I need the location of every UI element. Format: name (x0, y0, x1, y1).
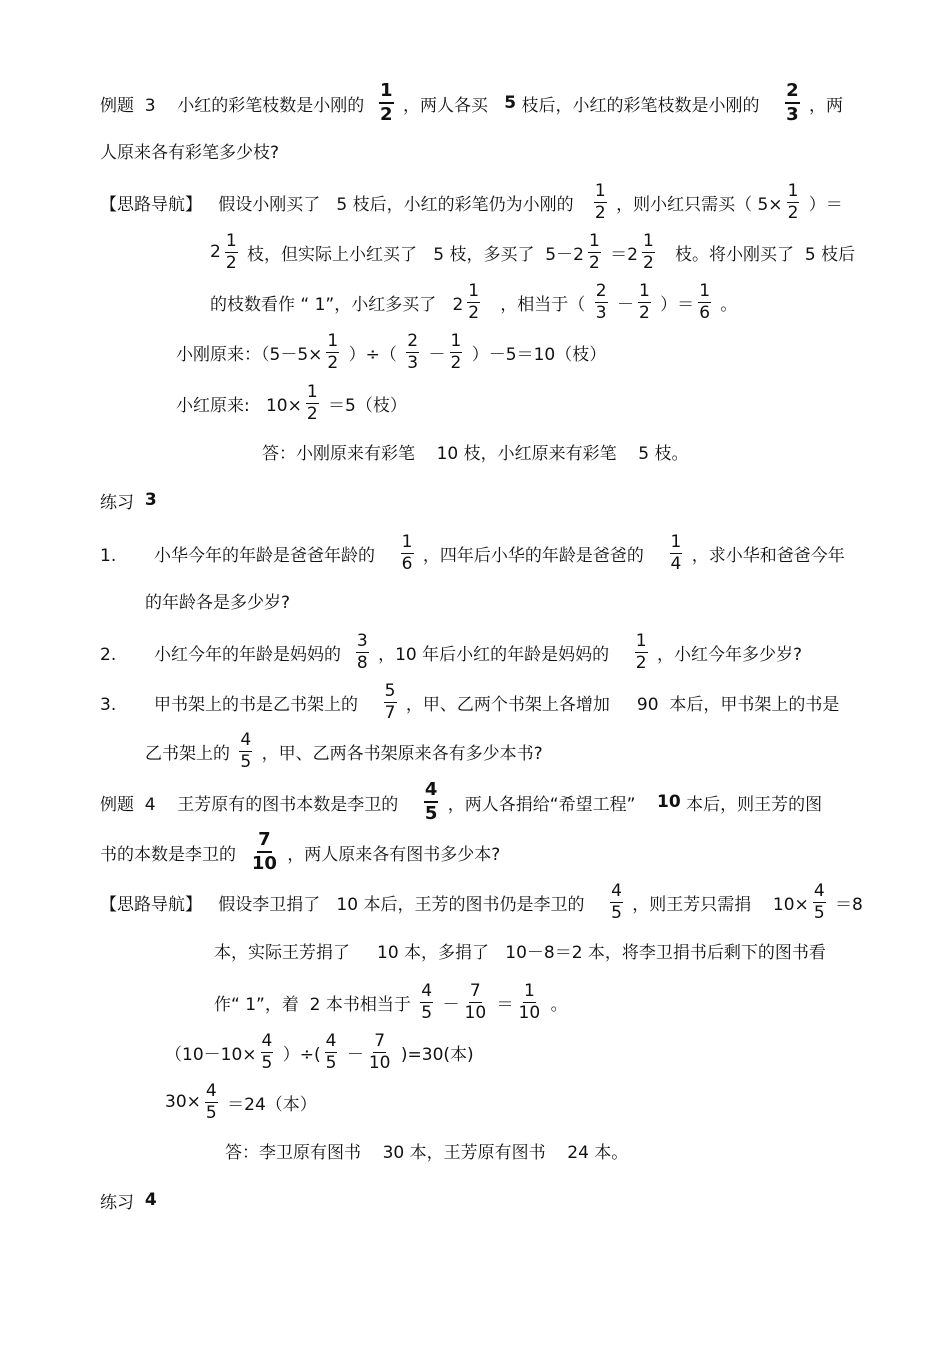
fraction-numerator: 1 (643, 230, 654, 251)
text-segment: － (423, 344, 446, 365)
fraction-numerator: 4 (325, 1030, 337, 1051)
fraction (635, 630, 648, 673)
text-line (176, 378, 407, 428)
fraction-numerator: 4 (261, 1030, 273, 1051)
fraction-numerator: 1 (670, 531, 682, 552)
text-segment: 【思路导航】 假设小刚买了 5 枝后，小红的彩笔仍为小刚的 (100, 194, 590, 215)
text-line (145, 726, 543, 776)
text-segment: ，两人各捐给“希望工程” (442, 794, 658, 815)
text-line (100, 827, 500, 877)
fraction (670, 531, 683, 574)
fraction (261, 1030, 274, 1073)
fraction-denominator: 5 (240, 751, 252, 772)
fraction-numerator: 1 (468, 280, 480, 301)
text-segment: 10 (657, 792, 681, 812)
fraction-numerator: 7 (469, 980, 481, 1001)
fraction (326, 330, 339, 373)
fraction (785, 82, 800, 124)
fraction-numerator: 3 (356, 630, 368, 651)
text-segment: ）－5＝10（枝） (466, 344, 607, 365)
fraction-denominator: 2 (468, 302, 480, 323)
fraction-denominator: 2 (450, 352, 462, 373)
text-segment: 枝。将小刚买了 5 枝后 (658, 244, 856, 265)
text-segment: 3. 甲书架上的书是乙书架上的 (100, 694, 380, 715)
text-segment: 小红原来: 10× (176, 395, 302, 416)
text-segment: ，甲、乙两各书架原来各有多少本书? (256, 743, 543, 764)
fraction-numerator: 1 (699, 280, 711, 301)
text-line (100, 877, 863, 927)
fraction (450, 330, 463, 373)
fraction-denominator: 2 (594, 202, 606, 223)
text-segment: ，则王芳只需捐 10× (626, 894, 809, 915)
fraction-numerator: 1 (588, 230, 600, 251)
fraction-denominator: 5 (611, 902, 622, 923)
text-segment: 。 (715, 294, 738, 315)
text-segment: 2. 小红今年的年龄是妈妈的 (100, 644, 352, 665)
fraction (379, 82, 394, 124)
text-segment: ，两人各买 (397, 95, 505, 116)
text-line (100, 528, 845, 578)
text-segment: 4 (144, 1190, 157, 1210)
text-segment: 例题 4 王芳原有的图书本数是李卫的 (100, 794, 420, 815)
text-segment: 答：李卫原有图书 30 本，王芳原有图书 24 本。 (225, 1142, 629, 1163)
text-line (165, 1077, 317, 1127)
text-segment: 的年龄各是多少岁? (145, 592, 291, 613)
fraction-denominator: 3 (407, 352, 419, 373)
text-segment: 枝后，小红的彩笔枝数是小刚的 (516, 95, 782, 116)
text-segment: 1. 小华今年的年龄是爸爸年龄的 (100, 545, 397, 566)
text-segment: )=30(本) (395, 1044, 474, 1065)
text-segment: （10－10× (165, 1044, 257, 1065)
text-segment: 3 (144, 490, 157, 510)
fraction-denominator: 10 (368, 1052, 391, 1073)
fraction-denominator: 5 (424, 803, 438, 824)
fraction (306, 381, 319, 424)
fraction-denominator: 6 (401, 553, 413, 574)
fraction-numerator: 1 (594, 180, 606, 201)
fraction-numerator: 4 (813, 880, 825, 901)
fraction-denominator: 5 (421, 1002, 433, 1023)
text-segment: 枝，但实际上小红买了 5 枝，多买了 5－2 (241, 244, 584, 265)
fraction-numerator: 4 (205, 1080, 217, 1101)
text-segment: 乙书架上的 (145, 743, 236, 764)
fraction-numerator: 7 (374, 1030, 386, 1051)
fraction-numerator: 1 (638, 280, 650, 301)
text-line (100, 177, 843, 227)
fraction (356, 630, 369, 673)
fraction-denominator: 4 (670, 553, 682, 574)
text-line (210, 277, 737, 327)
text-line (165, 1027, 474, 1077)
fraction-numerator: 1 (327, 330, 339, 351)
fraction (368, 1030, 392, 1073)
text-line (214, 977, 568, 1027)
fraction-numerator: 2 (407, 330, 419, 351)
text-segment: 练习 (100, 1192, 145, 1213)
text-line (100, 125, 279, 175)
fraction (698, 280, 711, 323)
text-line (100, 777, 822, 827)
fraction-numerator: 1 (450, 330, 462, 351)
fraction (642, 230, 655, 273)
fraction-numerator: 1 (306, 381, 318, 402)
text-segment: ，两 (803, 95, 844, 116)
text-line (100, 677, 839, 727)
text-segment: 答：小刚原来有彩笔 10 枝，小红原来有彩笔 5 枝。 (262, 443, 689, 464)
text-line (262, 426, 689, 476)
fraction-numerator: 7 (257, 831, 272, 853)
fraction-denominator: 10 (251, 853, 277, 874)
fraction (384, 680, 397, 723)
text-line (210, 227, 855, 277)
fraction-numerator: 2 (785, 82, 800, 104)
text-segment: ）＝ (803, 194, 843, 215)
fraction-numerator: 2 (595, 280, 607, 301)
fraction (225, 230, 238, 273)
fraction-denominator: 5 (813, 902, 825, 923)
text-line (225, 1125, 628, 1175)
fraction (595, 280, 608, 323)
text-segment: － (341, 1044, 364, 1065)
fraction-denominator: 2 (588, 252, 600, 273)
text-segment: ＝5（枝） (322, 395, 407, 416)
fraction-numerator: 1 (401, 531, 413, 552)
fraction-denominator: 10 (464, 1002, 487, 1023)
text-segment: 。 (545, 994, 568, 1015)
text-segment: ）÷( (277, 1044, 321, 1065)
text-segment: ＝2 (604, 244, 638, 265)
text-segment: ）＝ (654, 294, 695, 315)
text-line (100, 627, 802, 677)
fraction-numerator: 1 (787, 180, 799, 201)
fraction-denominator: 6 (699, 302, 711, 323)
fraction (424, 781, 439, 823)
fraction (813, 880, 826, 923)
fraction-numerator: 4 (240, 729, 252, 750)
fraction (401, 531, 414, 574)
fraction-denominator: 2 (643, 252, 654, 273)
text-line (176, 327, 606, 377)
text-line (214, 925, 826, 975)
text-segment: 本，实际王芳捐了 10 本，多捐了 10－8＝2 本，将李卫捐书后剩下的图书看 (214, 942, 826, 963)
fraction-denominator: 3 (786, 104, 799, 125)
fraction-denominator: 2 (380, 104, 393, 125)
text-segment: 小刚原来：（5－5× (176, 344, 323, 365)
text-segment: ，相当于（ (484, 294, 591, 315)
fraction-numerator: 4 (421, 980, 433, 1001)
fraction (251, 831, 278, 873)
fraction (518, 980, 542, 1023)
fraction (420, 980, 433, 1023)
fraction-denominator: 5 (325, 1052, 337, 1073)
text-segment: ，两人原来各有图书多少本? (281, 844, 501, 865)
text-segment: 例题 3 小红的彩笔枝数是小刚的 (100, 95, 376, 116)
fraction-denominator: 2 (787, 202, 799, 223)
fraction-denominator: 2 (635, 652, 647, 673)
text-segment: 2 (210, 242, 221, 262)
text-segment: － (611, 294, 634, 315)
fraction-denominator: 2 (225, 252, 237, 273)
fraction-denominator: 2 (638, 302, 650, 323)
fraction-denominator: 7 (384, 702, 396, 723)
text-segment: ，甲、乙两个书架上各增加 90 本后，甲书架上的书是 (400, 694, 840, 715)
fraction (464, 980, 488, 1023)
text-segment: 作“ 1”，着 2 本书相当于 (214, 994, 417, 1015)
text-segment: 30× (165, 1092, 201, 1112)
text-segment: ＝8 (829, 894, 863, 915)
fraction (325, 1030, 338, 1073)
text-segment: 本后，则王芳的图 (680, 794, 823, 815)
fraction-denominator: 10 (518, 1002, 541, 1023)
text-line (145, 575, 290, 625)
text-segment: 书的本数是李卫的 (100, 844, 247, 865)
fraction (594, 180, 607, 223)
fraction-denominator: 5 (205, 1102, 217, 1123)
fraction (205, 1080, 218, 1123)
fraction-numerator: 1 (225, 230, 237, 251)
text-segment: 练习 (100, 492, 145, 513)
fraction-numerator: 1 (379, 82, 394, 104)
text-segment: ，10 年后小红的年龄是妈妈的 (372, 644, 631, 665)
fraction (406, 330, 419, 373)
text-segment: ）÷（ (343, 344, 403, 365)
text-line (100, 475, 157, 525)
fraction (638, 280, 651, 323)
text-segment: ，四年后小华的年龄是爸爸的 (417, 545, 666, 566)
fraction-denominator: 3 (595, 302, 607, 323)
text-segment: － (437, 994, 460, 1015)
fraction (610, 880, 623, 923)
text-segment: 的枝数看作 “ 1”，小红多买了 2 (210, 294, 464, 315)
fraction (588, 230, 601, 273)
text-segment: ＝24（本） (221, 1094, 317, 1115)
fraction (787, 180, 800, 223)
fraction-numerator: 4 (424, 781, 439, 803)
text-segment: ＝ (491, 994, 514, 1015)
text-segment: 5 (504, 93, 517, 113)
fraction (467, 280, 480, 323)
text-line (100, 78, 843, 128)
fraction-denominator: 2 (306, 403, 318, 424)
text-segment: 【思路导航】 假设李卫捐了 10 本后，王芳的图书仍是李卫的 (100, 894, 607, 915)
text-segment: ，小红今年多少岁? (651, 644, 803, 665)
fraction-denominator: 2 (327, 352, 339, 373)
fraction-numerator: 1 (523, 980, 535, 1001)
fraction-numerator: 4 (611, 880, 622, 901)
fraction-numerator: 5 (384, 680, 396, 701)
text-segment: 人原来各有彩笔多少枝? (100, 142, 280, 163)
text-segment: ，求小华和爸爸今年 (686, 545, 845, 566)
fraction-denominator: 8 (356, 652, 368, 673)
fraction-numerator: 1 (635, 630, 647, 651)
text-segment: ，则小红只需买（ 5× (610, 194, 783, 215)
fraction-denominator: 5 (261, 1052, 273, 1073)
fraction (239, 729, 252, 772)
text-line (100, 1175, 157, 1225)
